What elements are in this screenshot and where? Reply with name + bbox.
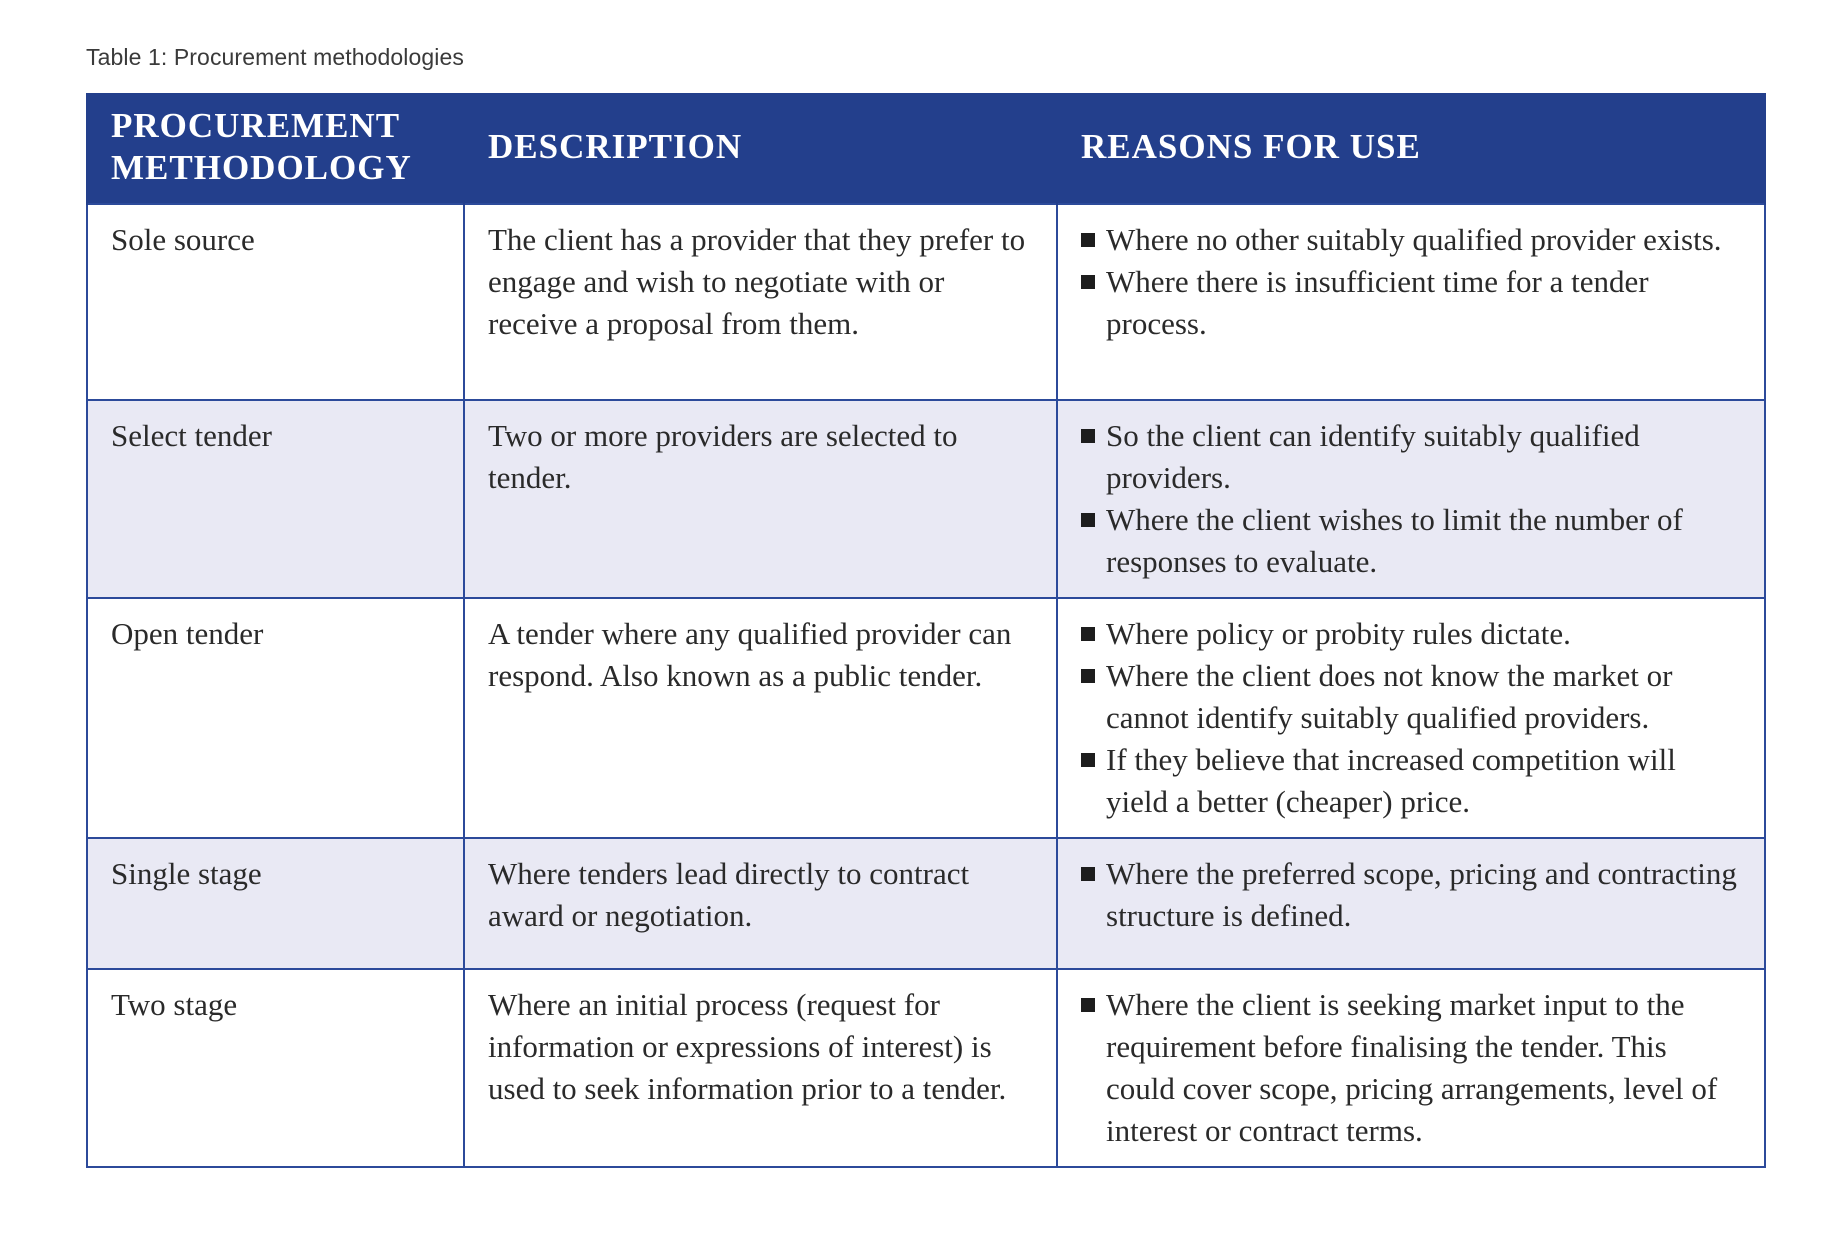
- reason-item: [1081, 739, 1742, 823]
- procurement-table: [86, 93, 1766, 1168]
- table-row: [87, 598, 1765, 838]
- reasons-list: [1081, 219, 1742, 345]
- reasons-list: [1081, 613, 1742, 823]
- reasons-cell: [1057, 204, 1765, 400]
- description-cell: Where an initial process (request for information or expressions of interest) is used to seek information prior to a tender.: [464, 969, 1057, 1167]
- methodology-cell: Single stage: [87, 838, 464, 969]
- reason-text: Where no other suitably qualified provider exists.: [1106, 222, 1722, 257]
- header-reasons: REASONS FOR USE: [1057, 93, 1765, 204]
- description-cell: The client has a provider that they prefer to engage and wish to negotiate with or receive a proposal from them.: [464, 204, 1057, 400]
- reason-item: [1081, 655, 1742, 739]
- reasons-list: [1081, 984, 1742, 1152]
- reason-text: Where there is insufficient time for a tender process.: [1106, 264, 1649, 341]
- square-bullet-icon: [1081, 998, 1095, 1012]
- reason-item: [1081, 261, 1742, 345]
- square-bullet-icon: [1081, 867, 1095, 881]
- header-methodology: PROCUREMENT METHODOLOGY: [87, 93, 464, 204]
- reasons-cell: [1057, 969, 1765, 1167]
- reason-text: Where the client is seeking market input to the requirement before finalising the tender. This could cover scope, pricing arrangements, level of interest or contract terms.: [1106, 987, 1718, 1148]
- reason-text: Where policy or probity rules dictate.: [1106, 616, 1571, 651]
- description-cell: Two or more providers are selected to tender.: [464, 400, 1057, 598]
- reasons-cell: [1057, 400, 1765, 598]
- square-bullet-icon: [1081, 669, 1095, 683]
- methodology-cell: Two stage: [87, 969, 464, 1167]
- reason-text: So the client can identify suitably qualified providers.: [1106, 418, 1640, 495]
- table-caption: Table 1: Procurement methodologies: [86, 44, 465, 70]
- methodology-cell: Select tender: [87, 400, 464, 598]
- reason-text: Where the preferred scope, pricing and contracting structure is defined.: [1106, 856, 1737, 933]
- square-bullet-icon: [1081, 753, 1095, 767]
- table-body: [87, 204, 1765, 1167]
- reasons-list: [1081, 415, 1742, 583]
- reason-item: [1081, 613, 1742, 655]
- reason-text: If they believe that increased competition will yield a better (cheaper) price.: [1106, 742, 1676, 819]
- square-bullet-icon: [1081, 275, 1095, 289]
- square-bullet-icon: [1081, 627, 1095, 641]
- reason-text: Where the client wishes to limit the number of responses to evaluate.: [1106, 502, 1683, 579]
- square-bullet-icon: [1081, 233, 1095, 247]
- reason-item: [1081, 415, 1742, 499]
- reasons-list: [1081, 853, 1742, 937]
- description-cell: A tender where any qualified provider can respond. Also known as a public tender.: [464, 598, 1057, 838]
- methodology-cell: Open tender: [87, 598, 464, 838]
- table-header: [87, 93, 1765, 204]
- table-row: [87, 204, 1765, 400]
- reason-item: [1081, 219, 1742, 261]
- reason-item: [1081, 984, 1742, 1152]
- square-bullet-icon: [1081, 429, 1095, 443]
- reasons-cell: [1057, 598, 1765, 838]
- reason-item: [1081, 853, 1742, 937]
- square-bullet-icon: [1081, 513, 1095, 527]
- header-description: DESCRIPTION: [464, 93, 1057, 204]
- description-cell: Where tenders lead directly to contract award or negotiation.: [464, 838, 1057, 969]
- table-row: [87, 969, 1765, 1167]
- header-row: [87, 93, 1765, 204]
- table-row: [87, 838, 1765, 969]
- reason-item: [1081, 499, 1742, 583]
- reason-text: Where the client does not know the market or cannot identify suitably qualified providers.: [1106, 658, 1673, 735]
- methodology-cell: Sole source: [87, 204, 464, 400]
- table-row: [87, 400, 1765, 598]
- reasons-cell: [1057, 838, 1765, 969]
